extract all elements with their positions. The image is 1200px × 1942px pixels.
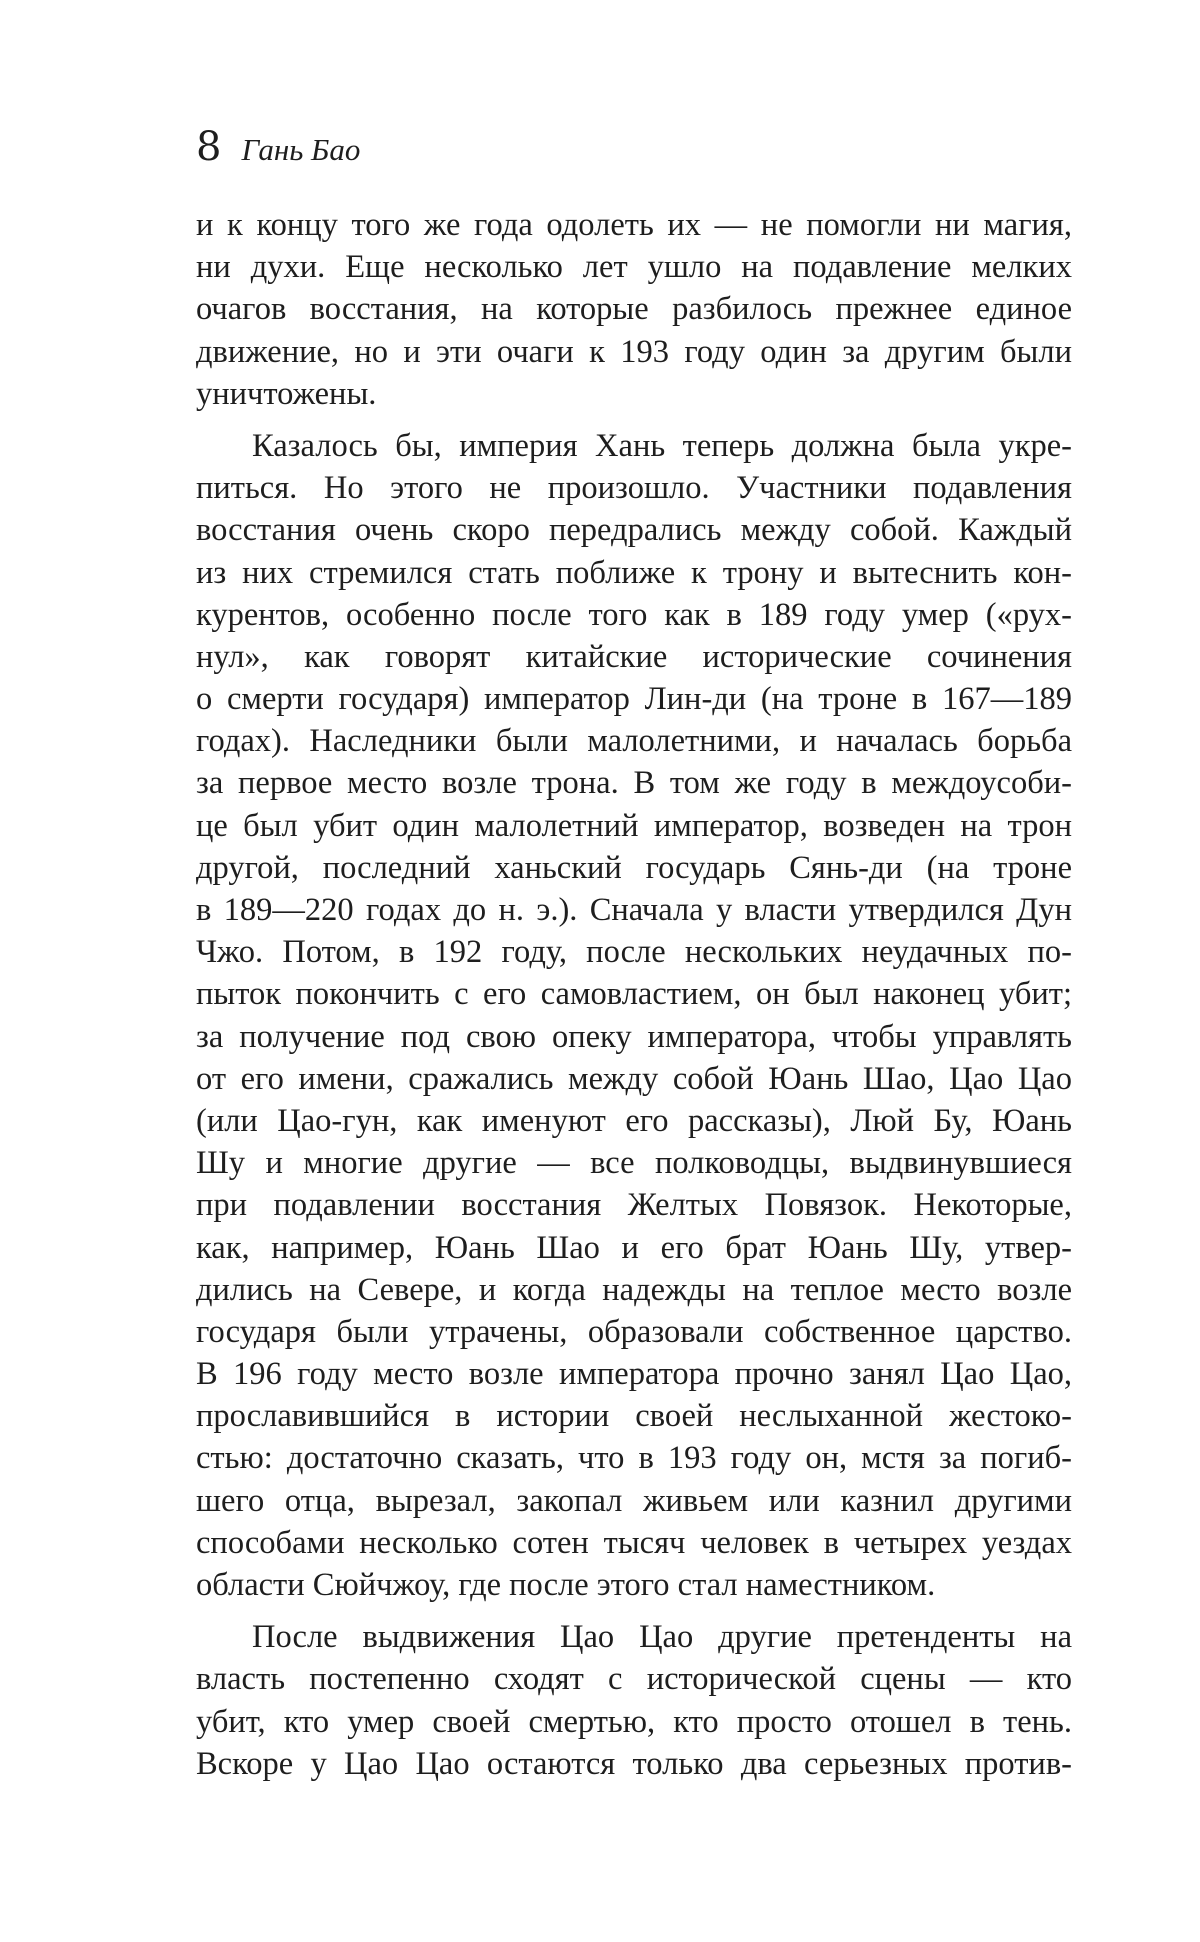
text-line: за первое место возле трона. В том же году в междоусоби- <box>196 765 1072 802</box>
text-line: от его имени, сражались между собой Юань Шао, Цао Цао <box>196 1060 1072 1097</box>
text-line: курентов, особенно после того как в 189 году умер («рух- <box>196 596 1072 633</box>
text-line: годах). Наследники были малолетними, и началась борьба <box>196 723 1072 760</box>
text-line: Шу и многие другие — все полководцы, выдвинувшиеся <box>196 1145 1072 1182</box>
text-line: в 189—220 годах до н. э.). Сначала у власти утвердился Дун <box>196 892 1072 928</box>
text-line: за получение под свою опеку императора, чтобы управлять <box>196 1018 1072 1055</box>
text-line: дились на Севере, и когда надежды на теплое место возле <box>196 1271 1072 1308</box>
text-line: уничтожены. <box>196 375 377 412</box>
text-line: о смерти государя) император Лин-ди (на троне в 167—189 <box>196 681 1072 718</box>
paragraph <box>196 425 1072 1606</box>
text-line: (или Цао-гун, как именуют его рассказы), Люй Бу, Юань <box>196 1102 1072 1139</box>
text-line: и к концу того же года одолеть их — не помогли ни магия, <box>196 207 1072 243</box>
page-number: 8 <box>196 124 222 170</box>
text-line: ни духи. Еще несколько лет ушло на подавление мелких <box>196 249 1072 286</box>
text-line: как, например, Юань Шао и его брат Юань Шу, утвер- <box>196 1229 1072 1266</box>
paragraph-gap <box>196 415 1072 425</box>
paragraph <box>196 1616 1072 1785</box>
text-line: восстания очень скоро передрались между собой. Каждый <box>196 512 1072 549</box>
text-line: питься. Но этого не произошло. Участники подавления <box>196 470 1072 507</box>
text-line: пыток покончить с его самовластием, он был наконец убит; <box>196 976 1072 1013</box>
text-line: способами несколько сотен тысяч человек в четырех уездах <box>196 1524 1072 1561</box>
text-line: прославившийся в истории своей неслыханной жестоко- <box>196 1398 1072 1435</box>
text-line: це был убит один малолетний император, возведен на трон <box>196 807 1072 844</box>
text-line: движение, но и эти очаги к 193 году один за другим были <box>196 333 1072 370</box>
text-line: из них стремился стать поближе к трону и вытеснить кон- <box>196 554 1072 591</box>
text-line: нул», как говорят китайские исторические сочинения <box>196 638 1072 675</box>
text-line: После выдвижения Цао Цао другие претенденты на <box>252 1619 1072 1656</box>
text-line: Чжо. Потом, в 192 году, после нескольких неудачных по- <box>196 934 1072 971</box>
paragraph-gap <box>196 1606 1072 1616</box>
text-line: государя были утрачены, образовали собственное царство. <box>196 1313 1072 1350</box>
running-title: Гань Бао <box>241 132 361 167</box>
paragraph <box>196 204 1072 415</box>
text-line: В 196 году место возле императора прочно занял Цао Цао, <box>196 1356 1072 1393</box>
text-line: Казалось бы, империя Хань теперь должна была укре- <box>252 427 1072 464</box>
text-line: другой, последний ханьский государь Сянь-ди (на троне <box>196 849 1072 886</box>
text-line: Вскоре у Цао Цао остаются только два серьезных против- <box>196 1745 1072 1782</box>
body-text <box>196 204 1072 1785</box>
text-line: власть постепенно сходят с исторической сцены — кто <box>196 1661 1072 1698</box>
text-line: области Сюйчжоу, где после этого стал наместником. <box>196 1567 936 1603</box>
text-line: очагов восстания, на которые разбилось прежнее единое <box>196 291 1072 328</box>
text-line: при подавлении восстания Желтых Повязок. Некоторые, <box>196 1187 1072 1224</box>
text-line: убит, кто умер своей смертью, кто просто отошел в тень. <box>196 1703 1072 1740</box>
text-line: шего отца, вырезал, закопал живьем или казнил другими <box>196 1482 1072 1519</box>
running-head <box>196 124 360 180</box>
text-line: стью: достаточно сказать, что в 193 году он, мстя за погиб- <box>196 1440 1072 1477</box>
